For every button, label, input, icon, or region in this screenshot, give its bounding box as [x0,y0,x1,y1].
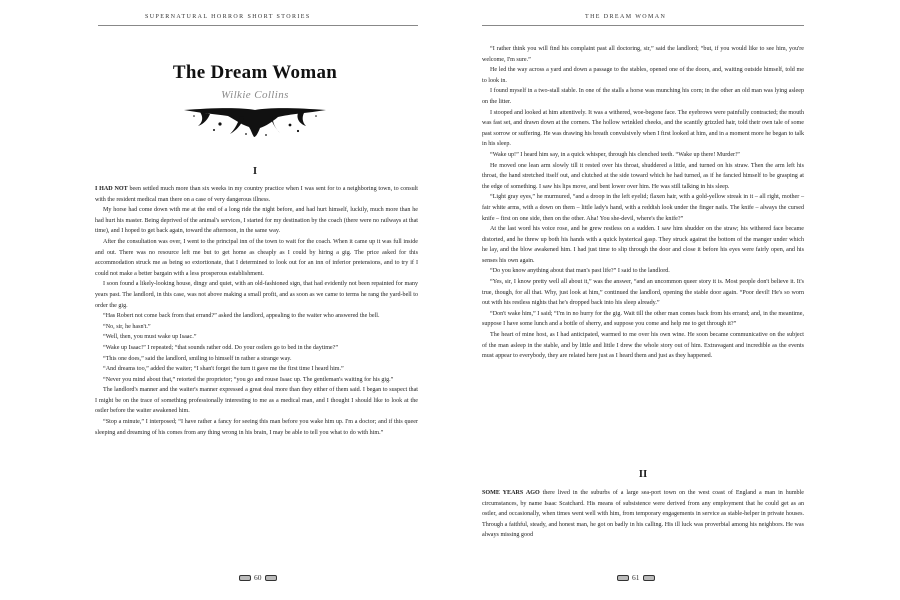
paragraph: My horse had come down with me at the end of a long ride the night before, and had hurt himself, luckily, much more than he had hurt his master. Being deprived of the animal's services, I started for my destination by the coach (there were no railways at that time), and I hoped to get back again, toward the afternoon, in the same way. [95,207,418,235]
header-rule [482,25,804,26]
paragraph: At the last word his voice rose, and he grew restless on a sudden. I saw him shudder on the straw; his withered face became distorted, and he threw up both his hands with a quick hysterical gasp. They struck against the bottom of the manger under which he lay, and the blow awakened him. I had just time to slip through the door and close it before his eyes were fairly open, and his senses his own again. [482,226,804,264]
paragraph: The landlord's manner and the waiter's manner expressed a great deal more than they either of them said. I began to suspect that I might be on the trace of something professionally interesting to me as a medical man, and I thought I should like to look at the ostler before the waiter awakened him. [95,387,418,415]
paragraph: “Yes, sir, I know pretty well all about it,” was the answer, “and an uncommon queer story it is. Most people don't believe it. It's true, though, for all that. Why, just look at him,” continued the landlord, opening the stable door again. “Poor devil! He's so worn out with his restless nights that he's dropped back into his sleep already.” [482,279,804,307]
paragraph: “Don't wake him,” I said; “I'm in no hurry for the gig. Wait till the other man comes back from his errand; and, in the meantime, suppose I have some lunch and a bottle of sherry, and suppose you come and help me to get through it?” [482,310,804,328]
paragraph: “And dreams too,” added the waiter; “I shan't forget the turn it gave me the first time I heard him.” [103,366,344,373]
paragraph: “Light gray eyes,” he murmured, “and a droop in the left eyelid; flaxen hair, with a gold-yellow streak in it – all right, mother – fair white arms, with a down on them – little lady's hand, with a reddish look under the finger nails. The knife – always the cursed knife – first on one side, then on the other. Aha! You she-devil, where's the knife?” [482,194,804,222]
paragraph: SOME YEARS AGO there lived in the suburbs of a large sea-port town on the west coast of England a man in humble circumstances, by name Isaac Scatchard. His means of subsistence were derived from any employment that he could get as an ostler, and occasionally, when times went well with him, from temporary engagements in service as stable-helper in private houses. Through a faithful, steady, and honest man, he got on badly in his calling. His ill luck was proverbial among his neighbors. He was always missing good [482,490,805,539]
paragraph: I soon found a likely-looking house, dingy and quiet, with an old-fashioned sign, that had evidently not been repainted for many years past. The landlord, in this case, was not above making a small profit, and as soon as we came to terms he rang the yard-bell to order the gig. [95,281,418,309]
paragraph: “No, sir, he hasn't.” [103,323,151,330]
paragraph: “Has Robert not come back from that errand?” asked the landlord, appealing to the waiter who answered the bell. [103,313,380,320]
paragraph: “Stop a minute,” I interposed; “I have rather a fancy for seeing this man before you wake him up. I'm a doctor; and if this queer sleeping and dreaming of his comes from any thing wrong in his brain, I may be able to tell you what to do with him.” [95,419,418,436]
paragraph: I stooped and looked at him attentively. It was a withered, woe-begone face. The eyebrows were painfully contracted; the mouth was fast set, and drawn down at the corners. The hollow wrinkled cheeks, and the scantily grizzled hair, told their own tale of some past sorrow or suffering. He was drawing his breath convulsively when I first looked at him, and in a moment more he began to talk in his sleep. [482,109,804,148]
paragraph: “Well, then, you must wake up Isaac.” [103,334,197,341]
right-body-text [482,44,804,362]
running-head: SUPERNATURAL HORROR SHORT STORIES [145,14,311,20]
paragraph: “Wake up Isaac!” I repeated; “that sounds rather odd. Do your ostlers go to bed in the daytime?” [103,344,339,351]
lead-in: I HAD NOT [95,186,128,192]
page-number: 60 [236,573,280,582]
paragraph: He led the way across a yard and down a passage to the stables, opened one of the doors, and, waiting outside himself, told me to look in. [482,67,804,84]
paragraph: “Wake up!” I heard him say, in a quick whisper, through his clenched teeth. “Wake up there! Murder!” [490,151,740,158]
paragraph: I found myself in a two-stall stable. In one of the stalls a horse was munching his corn; in the other an old man was lying asleep on the litter. [482,88,804,105]
paragraph: “I rather think you will find his complaint past all doctoring, sir,” said the landlord; “but, if you would like to see him, you're welcome, I'm sure.” [482,46,804,63]
chapter2-body-text [482,488,804,541]
paragraph: “This one does,” said the landlord, smiling to himself in rather a strange way. [103,355,292,362]
paragraph: I HAD NOT been settled much more than six weeks in my country practice when I was sent for to a neighboring town, to consult with the resident medical man there on a case of very dangerous illness. [95,186,418,203]
story-title: The Dream Woman [172,62,338,83]
page-number: 61 [614,573,658,582]
left-body-text [95,184,418,438]
paragraph: He moved one lean arm slowly till it rested over his throat, shuddered a little, and turned on his straw. Then the arm left his throat, the hand stretched itself out, and clutched at the side toward which he had turned, as if he fancied himself to be grasping at the edge of something. I saw his lips move, and bent lower over him. He was still talking in his sleep. [482,162,804,190]
running-head: THE DREAM WOMAN [585,14,667,20]
chapter-heading: I [252,165,258,177]
header-rule [98,25,418,26]
folio-ornament-icon [617,575,629,581]
folio-ornament-icon [265,575,277,581]
paragraph: The heart of mine host, as I had anticipated, warmed to me over his own wine. He soon became communicative on the subject of the man asleep in the stable, and by little and little I drew the whole story out of him. Extravagant and incredible as the events must appear to everybody, they are related here just as I heard them and just as they happened. [482,332,804,360]
paragraph: “Never you mind about that,” retorted the proprietor; “you go and rouse Isaac up. The gentleman's waiting for his gig.” [103,376,394,383]
lead-in: SOME YEARS AGO [482,490,540,496]
folio-ornament-icon [239,575,251,581]
story-author: Wilkie Collins [221,89,289,101]
ink-splash-ornament-icon [180,104,330,138]
chapter-heading: II [638,468,648,480]
folio-ornament-icon [643,575,655,581]
paragraph: “Do you know anything about that man's past life?” I said to the landlord. [490,268,670,275]
right-page [450,0,900,600]
paragraph: After the consultation was over, I went to the principal inn of the town to wait for the coach. When it came up it was full inside and out. There was no resource left me but to get home as cheaply as I could by hiring a gig. The price asked for this accommodation struck me as being so extortionate, that I determined to look out for an inn of inferior pretensions, and to try if I could not make a better bargain with a less prosperous establishment. [95,238,418,277]
